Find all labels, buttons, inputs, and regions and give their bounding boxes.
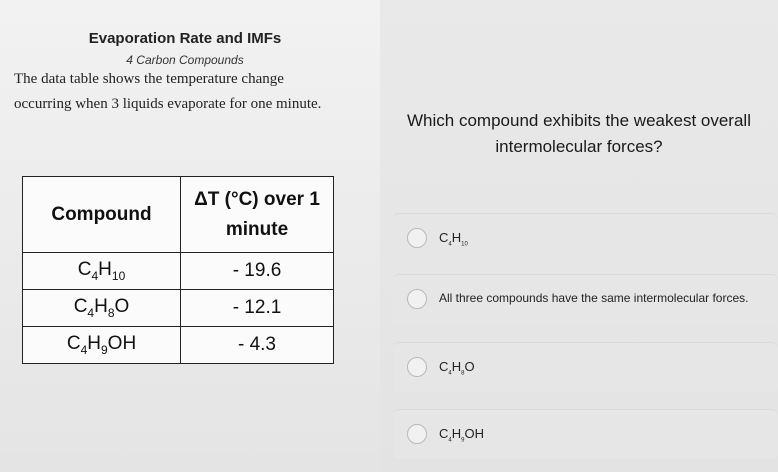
table-header-compound: Compound <box>23 177 181 253</box>
option-label: All three compounds have the same intermolecular forces. <box>439 291 749 305</box>
card-subtitle: 4 Carbon Compounds <box>126 53 244 67</box>
answer-option-c4h10[interactable] <box>393 213 778 263</box>
table-header-row <box>23 177 334 253</box>
answer-option-c4h9oh[interactable] <box>393 409 778 459</box>
table-cell-delta-t: - 4.3 <box>181 327 334 364</box>
passage-text: The data table shows the temperature change occurring when 3 liquids evaporate for one minute. <box>14 71 322 112</box>
option-label: $C_4H_{10}$ <box>439 230 468 248</box>
data-table <box>22 176 334 364</box>
question-text: Which compound exhibits the weakest overall intermolecular forces? <box>407 111 751 156</box>
radio-button[interactable] <box>407 228 427 248</box>
table-cell-compound: $C_4H_8O$ <box>23 290 181 327</box>
radio-button[interactable] <box>407 424 427 444</box>
card-title: Evaporation Rate and IMFs <box>88 30 282 47</box>
radio-button[interactable] <box>407 357 427 377</box>
table-cell-delta-t: - 12.1 <box>181 290 334 327</box>
table-header-delta-t: ΔT (°C) over 1 minute <box>181 177 334 253</box>
table-cell-compound: $C_4H_9OH$ <box>23 327 181 364</box>
answer-option-c4h8o[interactable] <box>393 342 778 392</box>
table-cell-delta-t: - 19.6 <box>181 253 334 290</box>
table-row <box>23 327 334 364</box>
radio-button[interactable] <box>407 289 427 309</box>
option-label: $C_4H_8O$ <box>439 359 475 377</box>
option-label: $C_4H_9OH$ <box>439 426 484 444</box>
table-row <box>23 253 334 290</box>
table-row <box>23 290 334 327</box>
answer-option-all-same[interactable] <box>393 274 778 324</box>
table-cell-compound: $C_4H_{10}$ <box>23 253 181 290</box>
